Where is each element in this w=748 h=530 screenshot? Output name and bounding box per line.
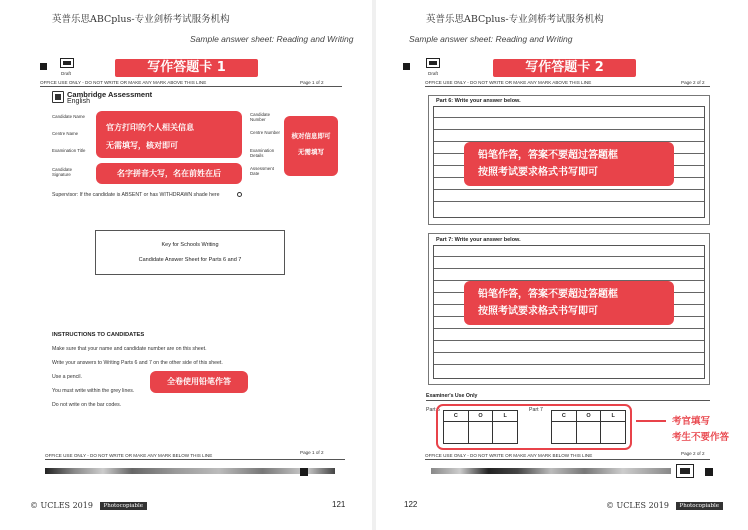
note-verify [284,116,338,176]
absent-shade-circle[interactable] [237,192,242,197]
part6-label: Part 6: Write your answer below. [436,98,521,104]
draft-logo-icon [60,58,74,68]
key-box [95,230,285,275]
col-c: C [444,411,469,421]
note-examiner [672,414,729,446]
note-examiner-line2: 考生不要作答 [672,432,730,443]
col-o-7: O [577,411,602,421]
note-verify-line2: 无需填写 [298,148,324,156]
page-number: 121 [332,500,346,509]
examiner-part6: Part 6 [426,407,440,413]
draft-label: Draft [61,71,71,76]
site-title: 英普乐思ABCplus-专业剑桥考试服务机构 [52,14,230,25]
note-name-order: 名字拼音大写，名在前姓在后 [96,163,242,184]
copyright-text: © UCLES 2019 [30,501,93,510]
subtitle: Sample answer sheet: Reading and Writing [190,34,354,44]
bottom-bar [45,468,335,474]
photocopiable-badge-right: Photocopiable [676,502,724,510]
office-notice-top: OFFICE USE ONLY - DO NOT WRITE OR MAKE ANY MARK ABOVE THIS LINE [40,80,207,85]
col-l-7: L [611,413,615,419]
note-part6-line1: 铅笔作答，答案不要超过答题框 [478,150,618,161]
page-label-bottom: Page 1 of 2 [300,450,324,455]
right-page [376,0,748,530]
bottom-corner-marker [300,468,308,476]
instruction-1: Make sure that your name and candidate number are on this sheet. [52,346,207,352]
supervisor-text: Supervisor: If the candidate is ABSENT or has WITHDRAWN shade here [52,192,220,198]
key-line1: Key for Schools Writing [161,242,219,248]
field-centre-name: Centre Name [52,131,79,136]
field-exam-details: Examination Details [250,148,275,159]
rule-bottom [45,459,345,460]
bottom-bar-right [431,468,671,474]
note-part7-line2: 按照考试要求格式书写即可 [478,306,598,317]
key-line2: Candidate Answer Sheet for Parts 6 and 7 [138,257,242,263]
instruction-5: Do not write on the bar codes. [52,402,122,408]
note-part6-line2: 按照考试要求格式书写即可 [478,167,598,178]
answer-sheet-banner-right: 写作答题卡 2 [493,59,636,77]
examiner-arrow-line [636,420,666,422]
examiner-label: Examiner's Use Only [426,393,478,399]
left-page [0,0,372,530]
part7-label: Part 7: Write your answer below. [436,237,521,243]
field-exam-title: Examination Title [52,148,86,153]
note-part6 [464,142,674,186]
note-part7-line1: 铅笔作答，答案不要超过答题框 [478,289,618,300]
office-notice-bottom-right: OFFICE USE ONLY - DO NOT WRITE OR MAKE ANY MARK BELOW THIS LINE [425,453,593,458]
page-label-top: Page 1 of 2 [300,80,324,85]
brand-name: Cambridge Assessment [67,90,153,99]
page-label-bottom-right: Page 2 of 2 [681,451,705,456]
rule-top [40,86,342,87]
note-part7 [464,281,674,325]
instruction-2: Write your answers to Writing Parts 6 and 7 on the other side of this sheet. [52,360,223,366]
examiner-rule [426,400,710,401]
note-pencil: 全卷使用铅笔作答 [150,371,248,393]
instruction-4: You must write within the grey lines. [52,388,135,394]
corner-marker-right [403,63,410,70]
col-o: O [469,411,494,421]
bottom-corner-marker-right [705,468,713,476]
col-l: L [503,413,507,419]
corner-marker [40,63,47,70]
field-assessment-date: Assessment Date [250,166,274,177]
answer-sheet-banner: 写作答题卡 1 [115,59,258,77]
col-c-7: C [552,411,577,421]
brand-sub: English [67,98,90,105]
office-notice-bottom: OFFICE USE ONLY - DO NOT WRITE OR MAKE ANY MARK BELOW THIS LINE [45,453,213,458]
draft-logo-icon-bottom [676,464,694,478]
field-candidate-number: Candidate Number [250,112,271,123]
draft-label-right: Draft [428,71,438,76]
note-printed-info-line2: 无需填写，核对即可 [106,141,178,150]
subtitle-right: Sample answer sheet: Reading and Writing [409,34,573,44]
note-examiner-line1: 考官填写 [672,416,711,427]
note-verify-line1: 核对信息即可 [291,132,331,140]
note-printed-info [96,111,242,158]
field-centre-number: Centre Number [250,130,281,135]
note-printed-info-line1: 官方打印的个人相关信息 [106,123,194,132]
office-notice-top-right: OFFICE USE ONLY - DO NOT WRITE OR MAKE ANY MARK ABOVE THIS LINE [425,80,592,85]
page-label-top-right: Page 2 of 2 [681,80,705,85]
instruction-3: Use a pencil. [52,374,82,380]
copyright-right [606,501,723,510]
instructions-title: INSTRUCTIONS TO CANDIDATES [52,332,145,338]
cambridge-shield-icon [52,91,64,103]
site-title-right: 英普乐思ABCplus-专业剑桥考试服务机构 [426,14,604,25]
field-candidate-signature: Candidate Signature [52,167,73,178]
copyright [30,501,147,510]
rule-top-right [425,86,710,87]
examiner-grid-part7 [551,410,626,444]
field-candidate-name: Candidate Name [52,114,85,119]
examiner-part7: Part 7 [529,407,543,413]
photocopiable-badge: Photocopiable [100,502,148,510]
copyright-text-right: © UCLES 2019 [606,501,669,510]
page-number-right: 122 [404,500,418,509]
rule-bottom-right [425,459,710,460]
examiner-grid-part6 [443,410,518,444]
draft-logo-icon-right [426,58,440,68]
